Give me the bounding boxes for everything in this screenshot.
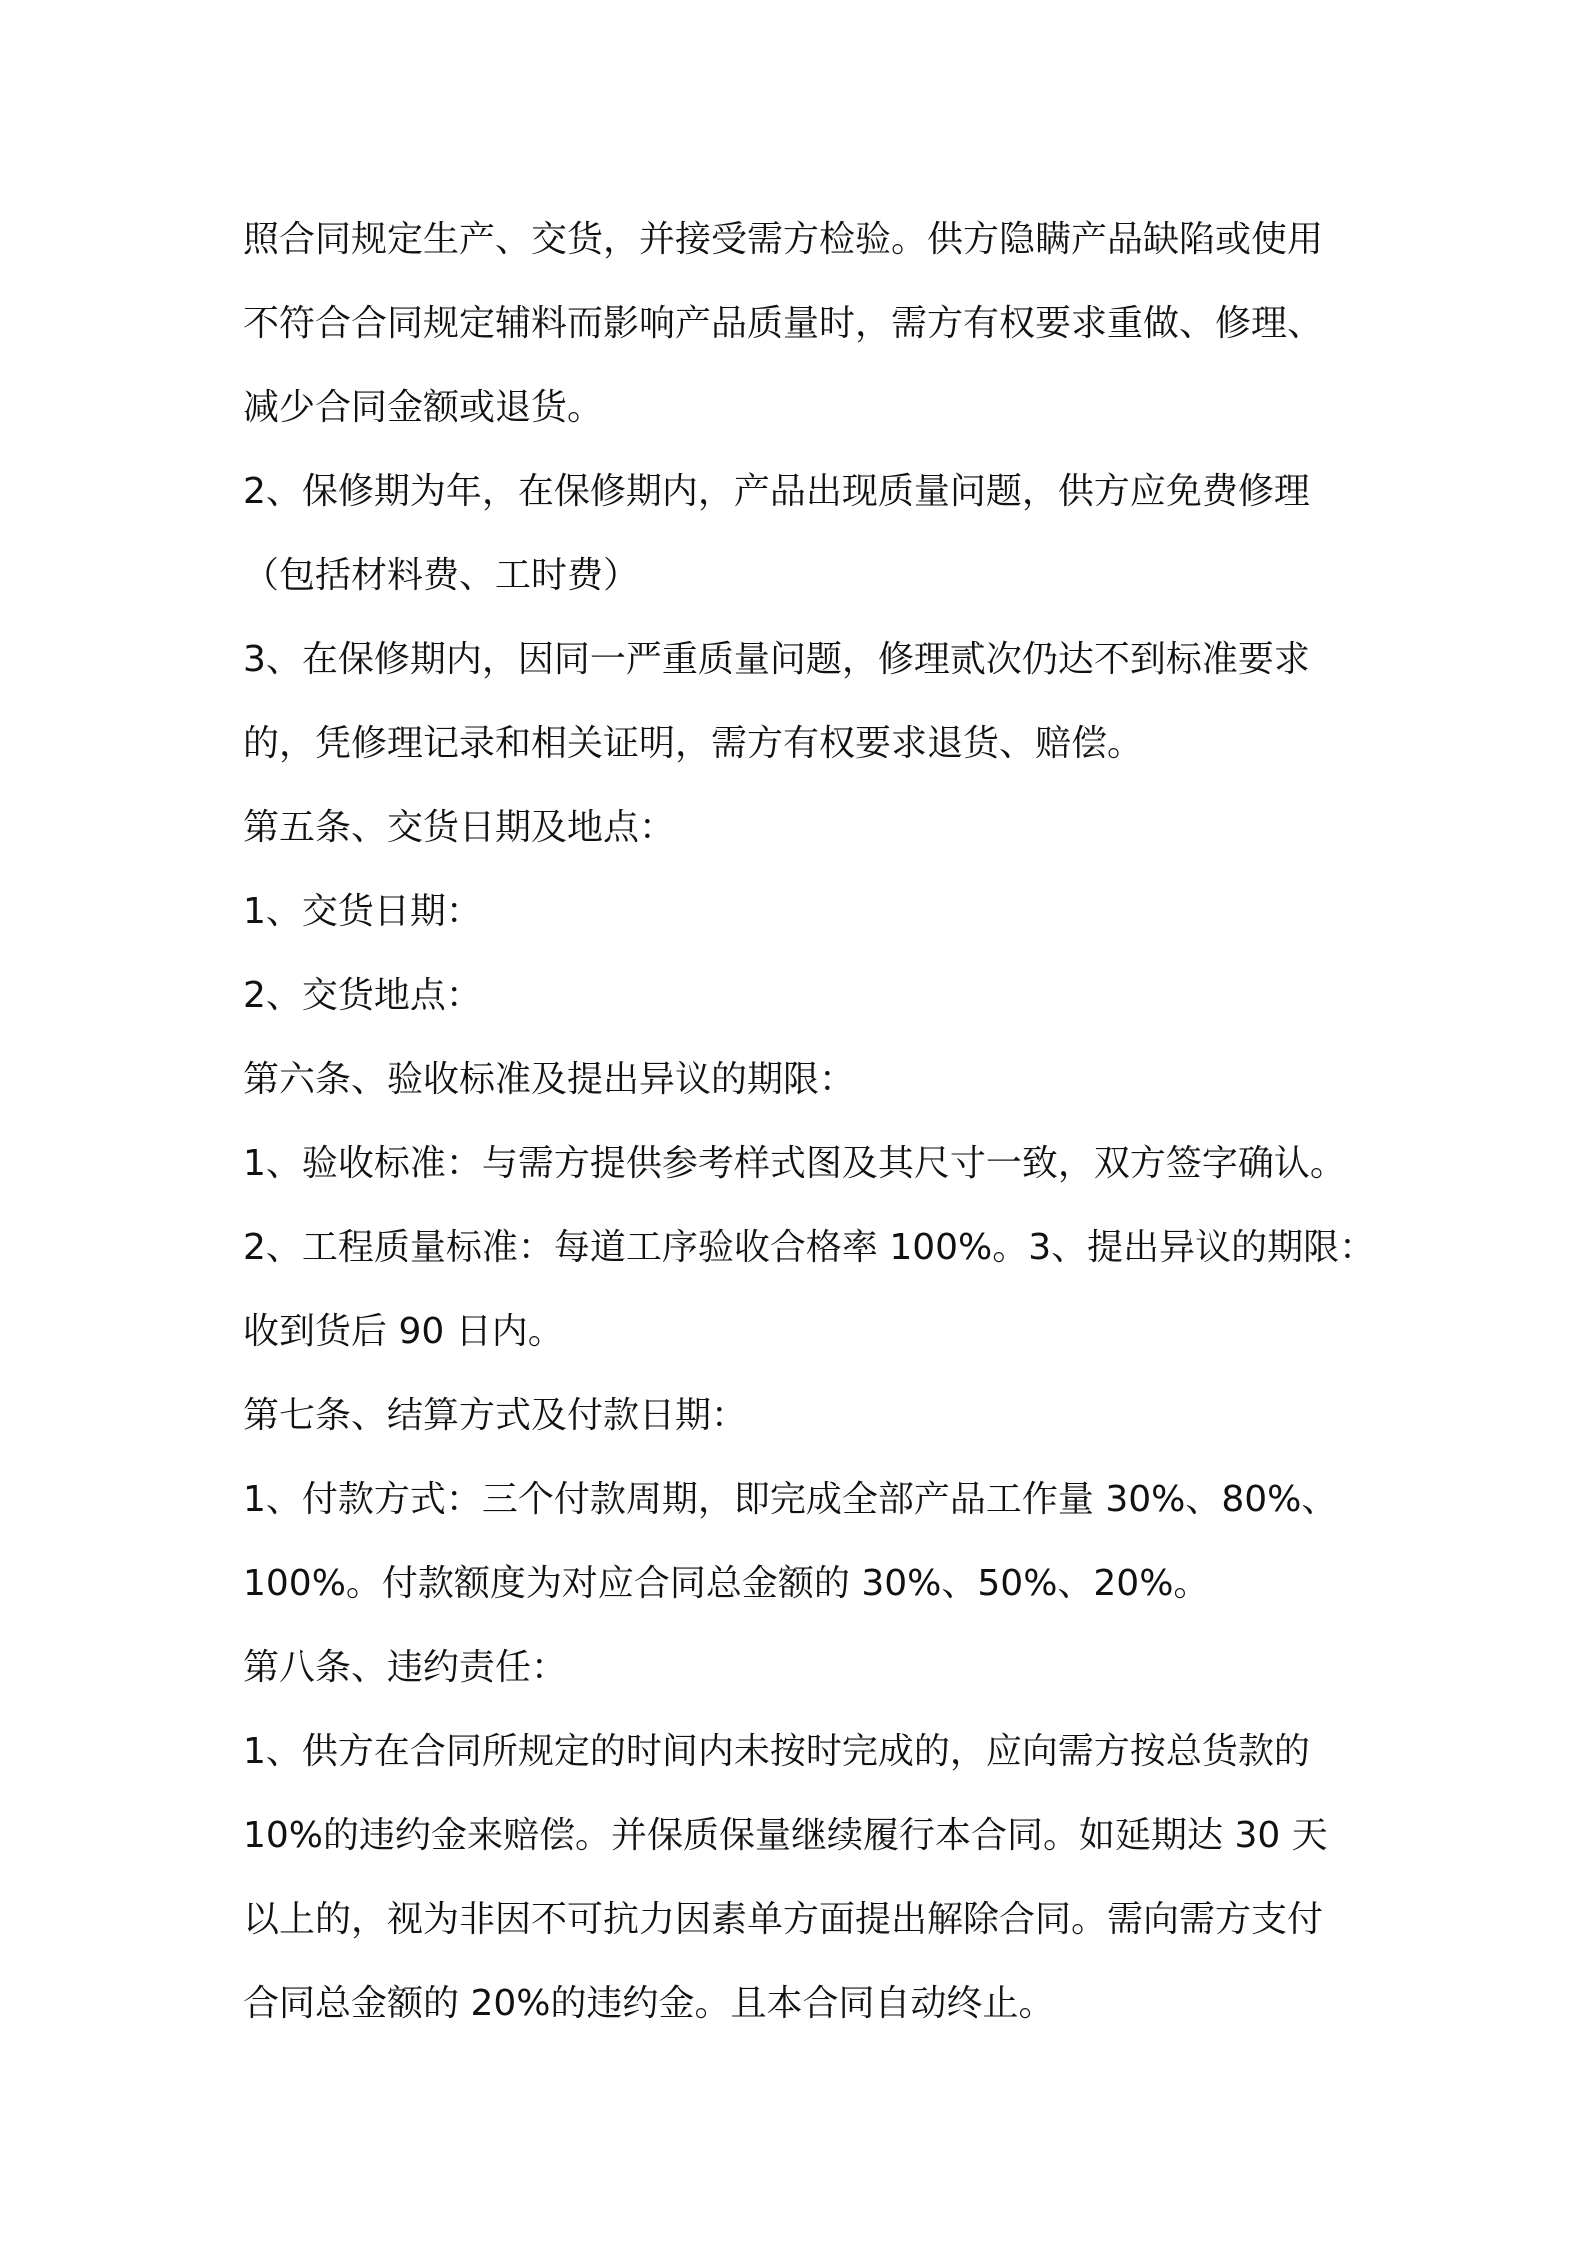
text-line: 1、验收标准：与需方提供参考样式图及其尺寸一致，双方签字确认。 (243, 1143, 1346, 1184)
text-line: 2、工程质量标准：每道工序验收合格率 100%。3、提出异议的期限： (243, 1227, 1376, 1268)
text-line: 2、保修期为年，在保修期内，产品出现质量问题，供方应免费修理 (243, 471, 1310, 512)
text-line: 100%。付款额度为对应合同总金额的 30%、50%、20%。 (243, 1563, 1210, 1604)
text-line: 以上的，视为非因不可抗力因素单方面提出解除合同。需向需方支付 (243, 1899, 1324, 1940)
section-heading: 第八条、违约责任： (243, 1647, 568, 1688)
text-line: 10%的违约金来赔偿。并保质保量继续履行本合同。如延期达 30 天 (243, 1815, 1328, 1856)
section-heading: 第六条、验收标准及提出异议的期限： (243, 1059, 856, 1100)
document-body (243, 198, 1376, 2046)
text-line: 照合同规定生产、交货，并接受需方检验。供方隐瞒产品缺陷或使用 (243, 219, 1324, 260)
text-line: 1、付款方式：三个付款周期，即完成全部产品工作量 30%、80%、 (243, 1479, 1338, 1520)
text-line: 不符合合同规定辅料而影响产品质量时，需方有权要求重做、修理、 (243, 303, 1324, 344)
text-line: 合同总金额的 20%的违约金。且本合同自动终止。 (243, 1983, 1055, 2024)
section-heading: 第七条、结算方式及付款日期： (243, 1395, 748, 1436)
text-line: 3、在保修期内，因同一严重质量问题，修理贰次仍达不到标准要求 (243, 639, 1310, 680)
text-line: 1、交货日期： (243, 891, 482, 932)
text-line: （包括材料费、工时费） (243, 555, 640, 596)
section-heading: 第五条、交货日期及地点： (243, 807, 676, 848)
text-line: 收到货后 90 日内。 (243, 1311, 564, 1352)
text-line: 1、供方在合同所规定的时间内未按时完成的，应向需方按总货款的 (243, 1731, 1310, 1772)
text-line: 2、交货地点： (243, 975, 482, 1016)
text-line: 的，凭修理记录和相关证明，需方有权要求退货、赔偿。 (243, 723, 1144, 764)
text-line: 减少合同金额或退货。 (243, 387, 604, 428)
